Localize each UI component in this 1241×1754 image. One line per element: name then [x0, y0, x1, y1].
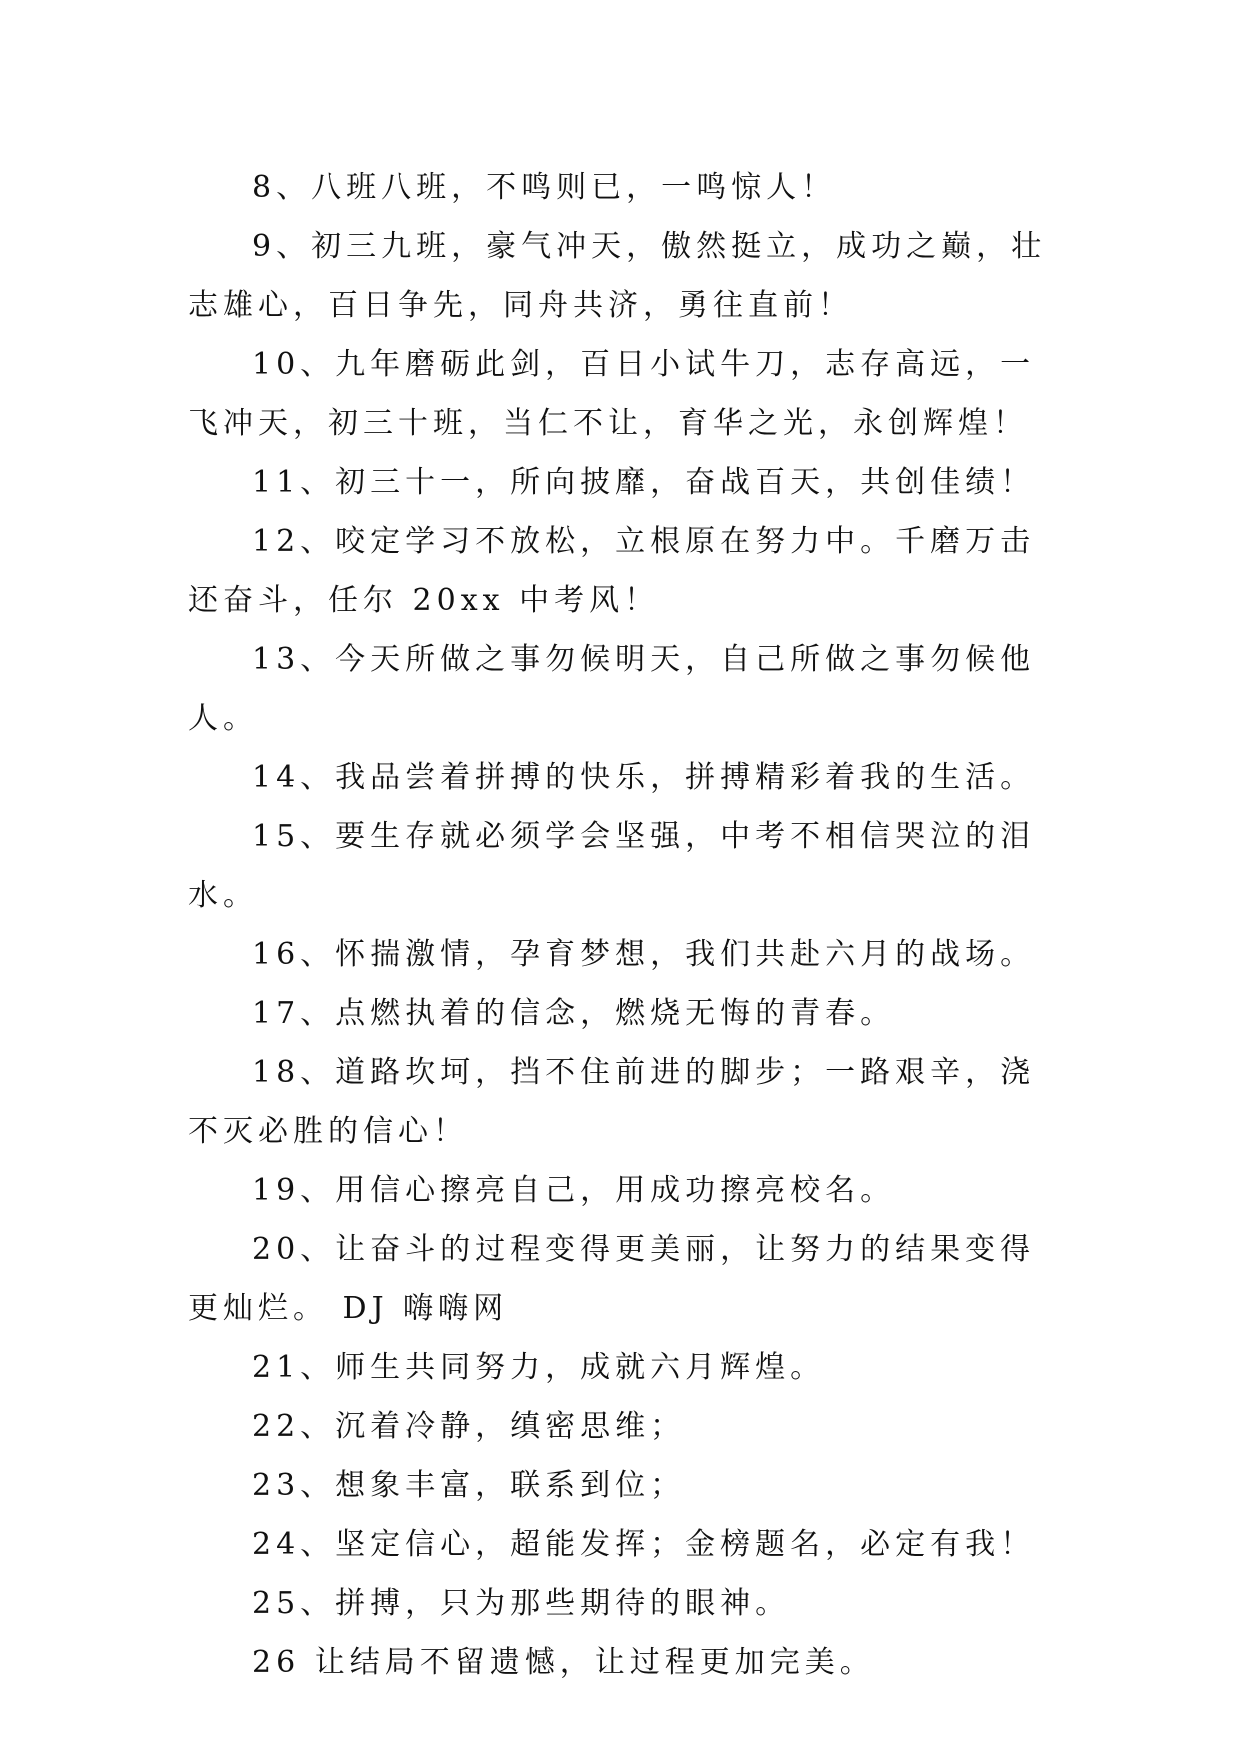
paragraph: 26 让结局不留遗憾，让过程更加完美。 — [252, 1645, 875, 1680]
paragraph: 10、九年磨砺此剑，百日小试牛刀，志存高远，一飞冲天，初三十班，当仁不让，育华之光，永创辉煌！ — [188, 347, 1036, 441]
paragraph: 13、今天所做之事勿候明天，自己所做之事勿候他人。 — [188, 642, 1036, 736]
paragraph: 25、拼搏，只为那些期待的眼神。 — [252, 1586, 791, 1621]
paragraph: 12、咬定学习不放松，立根原在努力中。千磨万击还奋斗，任尔 20xx 中考风！ — [188, 524, 1036, 618]
document-body — [188, 158, 1068, 1692]
paragraph: 18、道路坎坷，挡不住前进的脚步；一路艰辛，浇不灭必胜的信心！ — [188, 1055, 1036, 1149]
paragraph: 14、我品尝着拼搏的快乐，拼搏精彩着我的生活。 — [252, 760, 1036, 795]
paragraph: 11、初三十一，所向披靡，奋战百天，共创佳绩！ — [252, 465, 1036, 500]
paragraph: 9、初三九班，豪气冲天，傲然挺立，成功之巅，壮志雄心，百日争先，同舟共济，勇往直前！ — [188, 229, 1047, 323]
paragraph: 16、怀揣激情，孕育梦想，我们共赴六月的战场。 — [252, 937, 1036, 972]
paragraph: 20、让奋斗的过程变得更美丽，让努力的结果变得更灿烂。 DJ 嗨嗨网 — [188, 1232, 1036, 1326]
paragraph: 22、沉着冷静，缜密思维； — [252, 1409, 686, 1444]
paragraph: 8、八班八班，不鸣则已，一鸣惊人！ — [252, 170, 837, 205]
paragraph: 19、用信心擦亮自己，用成功擦亮校名。 — [252, 1173, 896, 1208]
paragraph: 21、师生共同努力，成就六月辉煌。 — [252, 1350, 826, 1385]
paragraph: 17、点燃执着的信念，燃烧无悔的青春。 — [252, 996, 896, 1031]
paragraph: 23、想象丰富，联系到位； — [252, 1468, 686, 1503]
paragraph: 24、坚定信心，超能发挥；金榜题名，必定有我！ — [252, 1527, 1036, 1562]
paragraph: 15、要生存就必须学会坚强，中考不相信哭泣的泪水。 — [188, 819, 1036, 913]
